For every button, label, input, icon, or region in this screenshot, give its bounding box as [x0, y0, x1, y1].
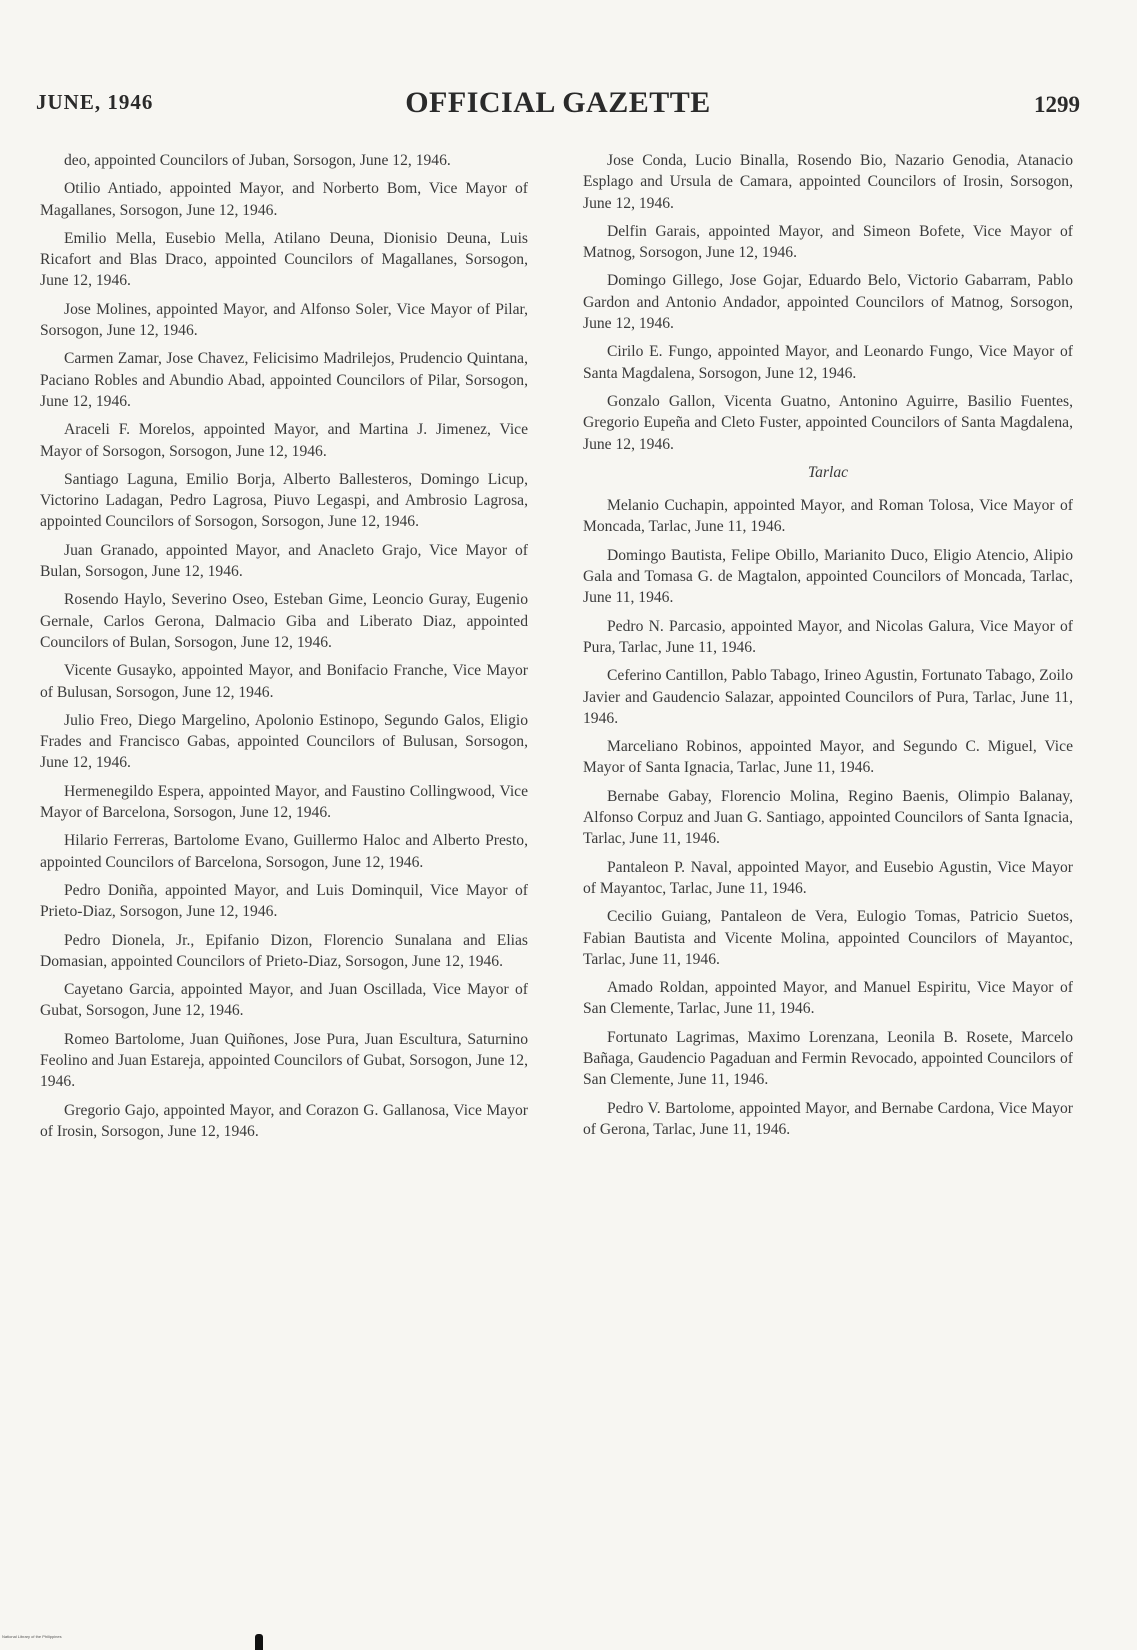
paragraph: Carmen Zamar, Jose Chavez, Felicisimo Madrilejos, Prudencio Quintana, Paciano Robles and Abundio Abad, appointed Councilors of Pilar, Sorsogon, June 12, 1946. — [40, 350, 528, 410]
right-column — [583, 150, 1073, 1147]
paragraph: Marceliano Robinos, appointed Mayor, and Segundo C. Miguel, Vice Mayor of Santa Ignacia, Tarlac, June 11, 1946. — [583, 738, 1073, 777]
paragraph: Cayetano Garcia, appointed Mayor, and Juan Oscillada, Vice Mayor of Gubat, Sorsogon, June 12, 1946. — [40, 981, 528, 1020]
paragraph: Pedro Doniña, appointed Mayor, and Luis Dominquil, Vice Mayor of Prieto-Diaz, Sorsogon, June 12, 1946. — [40, 881, 528, 921]
paragraph: Fortunato Lagrimas, Maximo Lorenzana, Leonila B. Rosete, Marcelo Bañaga, Gaudencio Pagaduan and Fermin Revocado, appointed Councilors of San Clemente, June 11, 1946. — [583, 1028, 1073, 1089]
paragraph: Romeo Bartolome, Juan Quiñones, Jose Pura, Juan Escultura, Saturnino Feolino and Juan Estareja, appointed Councilors of Gubat, Sorsogon, June 12, 1946. — [40, 1030, 528, 1091]
paragraph: Gregorio Gajo, appointed Mayor, and Corazon G. Gallanosa, Vice Mayor of Irosin, Sorsogon, June 12, 1946. — [40, 1101, 528, 1140]
paragraph: Cirilo E. Fungo, appointed Mayor, and Leonardo Fungo, Vice Mayor of Santa Magdalena, Sorsogon, June 12, 1946. — [583, 343, 1073, 382]
paragraph: Jose Conda, Lucio Binalla, Rosendo Bio, Nazario Genodia, Atanacio Esplago and Ursula de Camara, appointed Councilors of Irosin, Sorsogon, June 12, 1946. — [583, 152, 1073, 212]
issue-date: JUNE, 1946 — [36, 90, 154, 114]
paragraph: Otilio Antiado, appointed Mayor, and Norberto Bom, Vice Mayor of Magallanes, Sorsogon, June 12, 1946. — [40, 180, 528, 219]
paragraph: Pedro Dionela, Jr., Epifanio Dizon, Florencio Sunalana and Elias Domasian, appointed Councilors of Prieto-Diaz, Sorsogon, June 12, 1946. — [40, 931, 528, 970]
paragraph: Vicente Gusayko, appointed Mayor, and Bonifacio Franche, Vice Mayor of Bulusan, Sorsogon, June 12, 1946. — [40, 662, 528, 701]
paragraph: Santiago Laguna, Emilio Borja, Alberto Ballesteros, Domingo Licup, Victorino Ladagan, Pedro Lagrosa, Piuvo Legaspi, and Ambrosio Lagrosa, appointed Councilors of Sorsogon, Sorsogon, June 12, 1946. — [40, 470, 528, 531]
paragraph: Melanio Cuchapin, appointed Mayor, and Roman Tolosa, Vice Mayor of Moncada, Tarlac, June 11, 1946. — [583, 497, 1073, 536]
left-column — [40, 150, 528, 1149]
paragraph: Amado Roldan, appointed Mayor, and Manuel Espiritu, Vice Mayor of San Clemente, Tarlac, June 11, 1946. — [583, 979, 1073, 1018]
paragraph: Domingo Gillego, Jose Gojar, Eduardo Belo, Victorio Gabarram, Pablo Gardon and Antonio Andador, appointed Councilors of Matnog, Sorsogon, June 12, 1946. — [583, 272, 1073, 333]
paragraph: Juan Granado, appointed Mayor, and Anacleto Grajo, Vice Mayor of Bulan, Sorsogon, June 12, 1946. — [40, 541, 528, 581]
publication-title: OFFICIAL GAZETTE — [405, 86, 711, 119]
paragraph: deo, appointed Councilors of Juban, Sorsogon, June 12, 1946. — [64, 152, 451, 169]
paragraph: Hermenegildo Espera, appointed Mayor, and Faustino Collingwood, Vice Mayor of Barcelona, Sorsogon, June 12, 1946. — [40, 782, 528, 822]
page-header — [36, 82, 1080, 122]
paragraph: Delfin Garais, appointed Mayor, and Simeon Bofete, Vice Mayor of Matnog, Sorsogon, June 12, 1946. — [583, 222, 1073, 262]
paragraph: Bernabe Gabay, Florencio Molina, Regino Baenis, Olimpio Balanay, Alfonso Corpuz and Juan G. Santiago, appointed Councilors of Santa Ignacia, Tarlac, June 11, 1946. — [583, 787, 1073, 848]
paragraph: Pedro V. Bartolome, appointed Mayor, and Bernabe Cardona, Vice Mayor of Gerona, Tarlac, June 11, 1946. — [583, 1099, 1073, 1138]
paragraph: Rosendo Haylo, Severino Oseo, Esteban Gime, Leoncio Guray, Eugenio Gernale, Carlos Gerona, Dalmacio Giba and Liberato Diaz, appointed Councilors of Bulan, Sorsogon, June 12, 1946. — [40, 591, 528, 651]
paragraph: Pedro N. Parcasio, appointed Mayor, and Nicolas Galura, Vice Mayor of Pura, Tarlac, June 11, 1946. — [583, 617, 1073, 656]
paragraph: Julio Freo, Diego Margelino, Apolonio Estinopo, Segundo Galos, Eligio Frades and Francisco Gabas, appointed Councilors of Bulusan, Sorsogon, June 12, 1946. — [40, 711, 528, 772]
paragraph: Domingo Bautista, Felipe Obillo, Marianito Duco, Eligio Atencio, Alipio Gala and Tomasa G. de Magtalon, appointed Councilors of Moncada, Tarlac, June 11, 1946. — [583, 546, 1073, 607]
paragraph: Jose Molines, appointed Mayor, and Alfonso Soler, Vice Mayor of Pilar, Sorsogon, June 12, 1946. — [40, 300, 528, 340]
paragraph: Gonzalo Gallon, Vicenta Guatno, Antonino Aguirre, Basilio Fuentes, Gregorio Eupeña and Cleto Fuster, appointed Councilors of Santa Magdalena, June 12, 1946. — [583, 392, 1073, 453]
paragraph: Emilio Mella, Eusebio Mella, Atilano Deuna, Dionisio Deuna, Luis Ricafort and Blas Draco, appointed Councilors of Magallanes, Sorsogon, June 12, 1946. — [40, 229, 528, 290]
paragraph: Cecilio Guiang, Pantaleon de Vera, Eulogio Tomas, Patricio Suetos, Fabian Bautista and Vicente Molina, appointed Councilors of Mayantoc, Tarlac, June 11, 1946. — [583, 908, 1073, 968]
paragraph: Araceli F. Morelos, appointed Mayor, and Martina J. Jimenez, Vice Mayor of Sorsogon, Sorsogon, June 12, 1946. — [40, 421, 528, 460]
page-number: 1299 — [1034, 92, 1080, 117]
paragraph: Ceferino Cantillon, Pablo Tabago, Irineo Agustin, Fortunato Tabago, Zoilo Javier and Gaudencio Salazar, appointed Councilors of Pura, Tarlac, June 11, 1946. — [583, 667, 1073, 727]
scan-mark — [255, 1634, 263, 1650]
scan-footer: National Library of the Philippines — [2, 1634, 62, 1639]
paragraph: Pantaleon P. Naval, appointed Mayor, and Eusebio Agustin, Vice Mayor of Mayantoc, Tarlac, June 11, 1946. — [583, 858, 1073, 897]
section-subheading: Tarlac — [807, 463, 849, 481]
paragraph: Hilario Ferreras, Bartolome Evano, Guillermo Haloc and Alberto Presto, appointed Councilors of Barcelona, Sorsogon, June 12, 1946. — [40, 832, 528, 871]
